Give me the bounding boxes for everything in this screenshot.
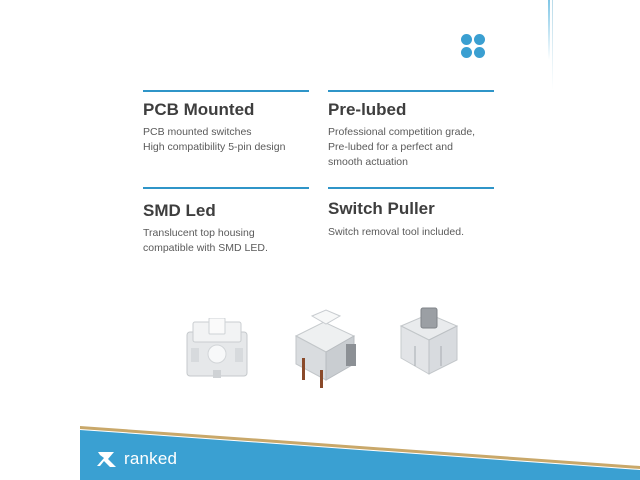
ranked-logo-icon [96, 450, 120, 468]
feature-description: PCB mounted switches High compatibility 5-pin design [143, 126, 286, 153]
feature-description: Professional competition grade, Pre-lubed for a perfect and smooth actuation [328, 126, 476, 168]
feature-switch-puller [328, 187, 494, 238]
feature-description: Switch removal tool included. [328, 226, 464, 238]
switch-side-view-image [395, 306, 463, 378]
feature-divider [328, 90, 494, 92]
feature-title: PCB Mounted [143, 100, 255, 119]
switch-angled-view-image [286, 308, 362, 390]
feature-title: Pre-lubed [328, 100, 407, 119]
feature-divider [328, 187, 494, 189]
feature-divider [143, 187, 309, 189]
feature-title: SMD Led [143, 201, 216, 220]
grid-dots-icon [461, 34, 488, 61]
brand-logo [96, 448, 177, 470]
feature-smd-led [143, 187, 309, 254]
feature-pcb-mounted [143, 90, 309, 153]
feature-pre-lubed [328, 90, 494, 168]
feature-description: Translucent top housing compatible with SMD LED. [143, 227, 268, 254]
feature-divider [143, 90, 309, 92]
decorative-line [548, 0, 550, 60]
switch-front-view-image [185, 318, 249, 380]
feature-title: Switch Puller [328, 199, 435, 218]
decorative-line [552, 0, 553, 90]
brand-name: ranked [124, 449, 178, 468]
